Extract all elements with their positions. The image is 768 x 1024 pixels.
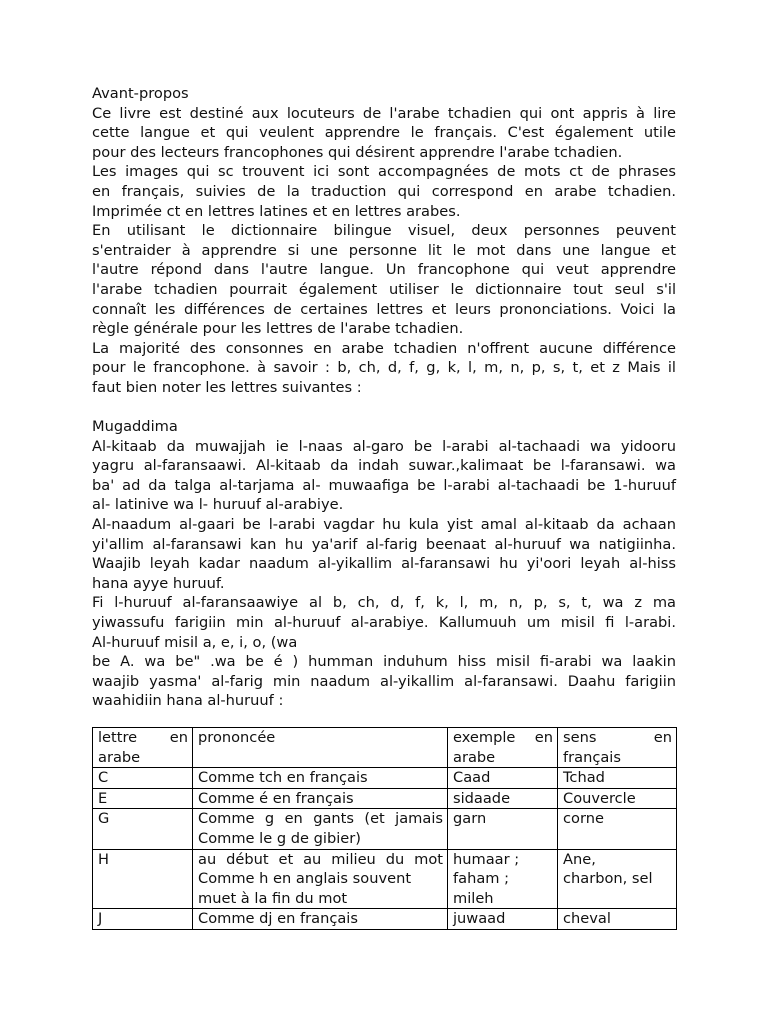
paragraph-line: al- latinive wa l- huruuf al-arabiye. [92, 496, 344, 514]
cell-lettre [93, 809, 193, 849]
cell-text: J [98, 910, 103, 928]
avant-propos-heading: Avant-propos [92, 85, 189, 102]
paragraph-line: s'entraider à apprendre si une personne lit le mot dans une langue et [92, 241, 676, 259]
cell-text: corne [563, 810, 604, 828]
paragraph-line: waajib yasma' al-farig min naadum al-yikallim al-faransawi. Daahu farigiin [92, 672, 676, 690]
header-lettre [93, 728, 193, 768]
cell-text: prononcée [198, 729, 276, 746]
cell-lettre [93, 909, 193, 930]
cell-text: garn [453, 810, 487, 828]
cell-lettre [93, 768, 193, 789]
mugaddima-body [92, 437, 676, 711]
paragraph-line: connaît les différences de certaines lettres et leurs prononciations. Voici la [92, 300, 676, 318]
cell-sens [558, 909, 677, 930]
cell-text: humaar ; [453, 850, 520, 868]
cell-text: au début et au milieu du mot [198, 850, 443, 868]
cell-text: muet à la fin du mot [198, 889, 348, 907]
table-header-row [93, 728, 677, 768]
cell-exemple [448, 788, 558, 809]
cell-text: sidaade [453, 789, 511, 807]
spacer [92, 398, 676, 418]
mugaddima-heading: Mugaddima [92, 418, 178, 436]
paragraph-line: Ce livre est destiné aux locuteurs de l'arabe tchadien qui ont appris à lire [92, 104, 676, 122]
paragraph-line: La majorité des consonnes en arabe tchadien n'offrent aucune différence [92, 339, 676, 357]
cell-text: Comme le g de gibier) [198, 829, 361, 847]
cell-text: arabe [98, 748, 141, 766]
paragraph-line: En utilisant le dictionnaire bilingue visuel, deux personnes peuvent [92, 222, 676, 240]
cell-prononcee [193, 768, 448, 789]
cell-exemple [448, 768, 558, 789]
cell-lettre [93, 849, 193, 909]
document-page [92, 84, 676, 930]
table-row [93, 849, 677, 909]
table-row [93, 809, 677, 849]
cell-text: Comme é en français [198, 789, 354, 807]
cell-text: Caad [453, 769, 491, 787]
cell-text: cheval [563, 910, 611, 928]
cell-lettre [93, 788, 193, 809]
header-exemple [448, 728, 558, 768]
cell-text: G [98, 810, 110, 828]
cell-text: Comme tch en français [198, 769, 368, 787]
cell-text: faham ; [453, 870, 510, 888]
cell-text: H [98, 850, 109, 868]
cell-text: charbon, sel [563, 870, 653, 888]
paragraph-line: hana ayye huruuf. [92, 574, 225, 592]
paragraph-line: Fi l-huruuf al-faransaawiye al b, ch, d, f, k, l, m, n, p, s, t, wa z ma [92, 594, 676, 612]
cell-text: lettre en [98, 729, 188, 746]
paragraph-line: cette langue et qui veulent apprendre le français. C'est également utile [92, 124, 676, 142]
cell-text: Comme h en anglais souvent [198, 870, 412, 888]
paragraph-line: l'arabe tchadien pourrait également utiliser le dictionnaire tout seul s'il [92, 280, 676, 298]
cell-exemple [448, 909, 558, 930]
cell-text: arabe [453, 748, 496, 766]
cell-text: C [98, 769, 109, 787]
cell-prononcee [193, 909, 448, 930]
cell-exemple [448, 809, 558, 849]
paragraph-line: Les images qui sc trouvent ici sont accompagnées de mots ct de phrases [92, 163, 676, 181]
cell-text: juwaad [453, 910, 506, 928]
paragraph-line: Al-naadum al-gaari be l-arabi vagdar hu kula yist amal al-kitaab da achaan [92, 516, 676, 534]
paragraph-line: Imprimée ct en lettres latines et en lettres arabes. [92, 202, 461, 220]
paragraph-line: l'autre répond dans l'autre langue. Un francophone qui veut apprendre [92, 261, 676, 279]
cell-text: E [98, 789, 108, 807]
cell-text: Tchad [563, 769, 605, 787]
cell-prononcee [193, 788, 448, 809]
table-row [93, 768, 677, 789]
cell-sens [558, 809, 677, 849]
cell-text: exemple en [453, 729, 553, 746]
paragraph-line: Waajib leyah kadar naadum al-yikallim al-faransawi hu yi'oori leyah al-hiss [92, 555, 676, 573]
paragraph-line: yiwassufu farigiin min al-huruuf al-arabiye. Kallumuuh um misil fi l-arabi. [92, 614, 676, 632]
cell-prononcee [193, 809, 448, 849]
cell-text: français [563, 748, 621, 766]
paragraph-line: ba' ad da talga al-tarjama al- muwaafiga be l-arabi al-tachaadi be 1-huruuf [92, 476, 676, 494]
paragraph-line: faut bien noter les lettres suivantes : [92, 378, 362, 396]
letters-table [92, 727, 677, 930]
cell-text: sens en [563, 729, 672, 746]
paragraph-line: Al-kitaab da muwajjah ie l-naas al-garo be l-arabi al-tachaadi wa yidooru [92, 437, 676, 455]
paragraph-line: yagru al-faransaawi. Al-kitaab da indah suwar.,kalimaat be l-faransawi. wa [92, 457, 676, 475]
paragraph-line: Al-huruuf misil a, e, i, o, (wa [92, 633, 298, 651]
paragraph-line: waahidiin hana al-huruuf : [92, 692, 284, 710]
paragraph-line: yi'allim al-faransawi kan hu ya'arif al-farig beenaat al-huruuf wa natigiinha. [92, 535, 676, 553]
header-sens [558, 728, 677, 768]
avant-propos-body [92, 104, 676, 398]
cell-text: Comme g en gants (et jamais [198, 810, 443, 828]
cell-text: Comme dj en français [198, 910, 358, 928]
table-row [93, 788, 677, 809]
cell-sens [558, 768, 677, 789]
table-row [93, 909, 677, 930]
cell-text: Ane, [563, 850, 596, 868]
paragraph-line: règle générale pour les lettres de l'arabe tchadien. [92, 320, 464, 338]
cell-sens [558, 788, 677, 809]
cell-prononcee [193, 849, 448, 909]
cell-sens [558, 849, 677, 909]
cell-text: mileh [453, 889, 494, 907]
cell-text: Couvercle [563, 789, 636, 807]
paragraph-line: pour le francophone. à savoir : b, ch, d, f, g, k, l, m, n, p, s, t, et z Mais il [92, 359, 676, 377]
paragraph-line: en français, suivies de la traduction qui correspond en arabe tchadien. [92, 182, 676, 200]
cell-exemple [448, 849, 558, 909]
paragraph-line: pour des lecteurs francophones qui désirent apprendre l'arabe tchadien. [92, 143, 623, 161]
header-prononcee [193, 728, 448, 768]
paragraph-line: be A. wa be" .wa be é ) humman induhum hiss misil fi-arabi wa laakin [92, 653, 676, 671]
